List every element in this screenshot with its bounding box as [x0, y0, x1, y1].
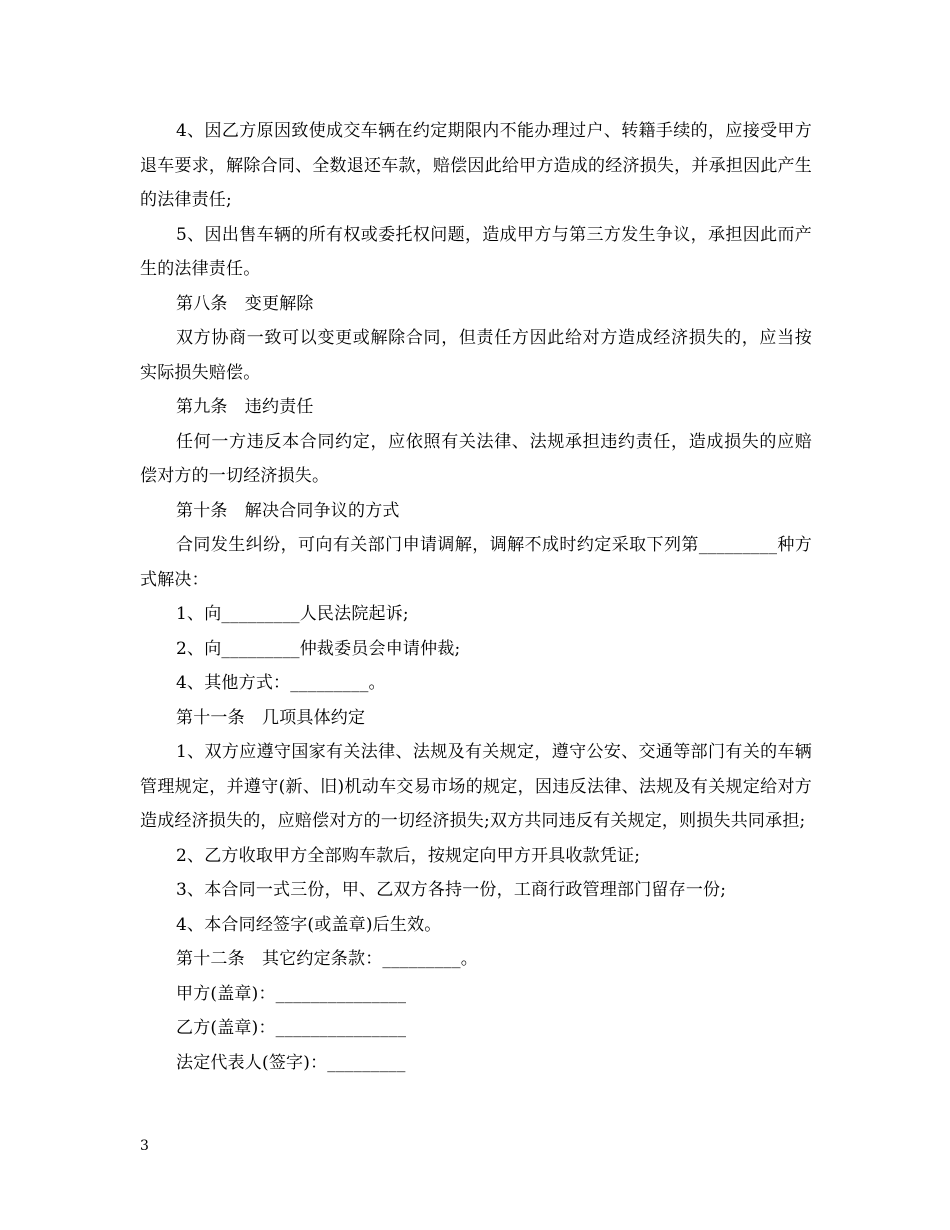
heading-article-12: 第十二条 其它约定条款：_________。 — [176, 949, 478, 969]
paragraph-clause-5-ownership: 5、因出售车辆的所有权或委托权问题，造成甲方与第三方发生争议，承担因此而产生的法律责任。 — [140, 224, 812, 279]
page-number: 3 — [140, 1138, 149, 1154]
contract-body — [140, 114, 812, 1080]
paragraph-article-11-item-1: 1、双方应遵守国家有关法律、法规及有关规定，遵守公安、交通等部门有关的车辆管理规定，并遵守(新、旧)机动车交易市场的规定，因违反法律、法规及有关规定给对方造成经济损失的，应赔偿对方的一切经济损失;双方共同违反有关规定，则损失共同承担; — [140, 742, 812, 831]
signature-party-b: 乙方(盖章)：_______________ — [176, 1018, 407, 1038]
paragraph-article-11-item-3: 3、本合同一式三份，甲、乙双方各持一份，工商行政管理部门留存一份; — [176, 880, 727, 900]
heading-article-8: 第八条 变更解除 — [176, 293, 314, 314]
paragraph-article-9-body: 任何一方违反本合同约定，应依照有关法律、法规承担违约责任，造成损失的应赔偿对方的一切经济损失。 — [140, 431, 812, 486]
paragraph-article-10-body: 合同发生纠纷，可向有关部门申请调解，调解不成时约定采取下列第_________种方式解决： — [140, 535, 812, 590]
list-item-arbitration: 2、向_________仲裁委员会申请仲裁; — [176, 638, 461, 659]
paragraph-article-11-item-2: 2、乙方收取甲方全部购车款后，按规定向甲方开具收款凭证; — [176, 845, 641, 866]
paragraph-clause-4-breach: 4、因乙方原因致使成交车辆在约定期限内不能办理过户、转籍手续的，应接受甲方退车要求，解除合同、全数退还车款，赔偿因此给甲方造成的经济损失，并承担因此产生的法律责任; — [140, 121, 812, 210]
signature-legal-representative: 法定代表人(签字)：_________ — [176, 1052, 406, 1073]
list-item-court: 1、向_________人民法院起诉; — [176, 604, 409, 624]
paragraph-article-8-body: 双方协商一致可以变更或解除合同，但责任方因此给对方造成经济损失的，应当按实际损失赔偿。 — [140, 328, 812, 383]
signature-party-a: 甲方(盖章)：_______________ — [176, 983, 407, 1004]
heading-article-11: 第十一条 几项具体约定 — [176, 707, 366, 728]
heading-article-10: 第十条 解决合同争议的方式 — [176, 500, 400, 521]
heading-article-9: 第九条 违约责任 — [176, 397, 314, 417]
list-item-other: 4、其他方式：_________。 — [176, 673, 386, 693]
paragraph-article-11-item-4: 4、本合同经签字(或盖章)后生效。 — [176, 914, 442, 935]
